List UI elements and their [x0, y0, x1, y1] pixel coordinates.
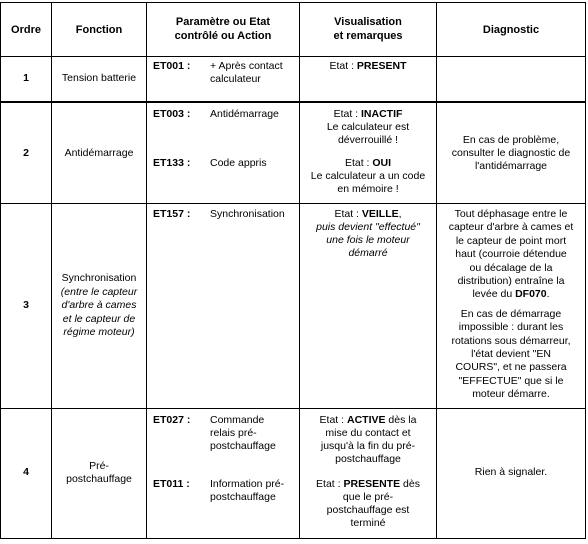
- row3-diag-p2-line7: moteur démarre.: [472, 388, 550, 401]
- row4-visu2-state: PRESENTE: [343, 478, 401, 490]
- row4-param1-code: ET027 :: [153, 414, 191, 426]
- header-visualisation-line1: Visualisation: [334, 16, 402, 28]
- row4-visu1-suffix: dès la: [385, 414, 417, 426]
- row4-fonction-line2: postchauffage: [66, 473, 132, 485]
- row4-visu1-line2: mise du contact et: [325, 427, 411, 439]
- row3-diagnostic: [437, 208, 585, 402]
- row3-fonction-detail3: et le capteur de: [62, 312, 136, 325]
- row3-visu-line2: puis devient "effectué": [316, 221, 420, 233]
- row2-visu2-line1: [300, 157, 436, 170]
- row3-visu-line3: une fois le moteur: [326, 234, 410, 246]
- row3-diag-p1-last-pre: levée du: [472, 288, 516, 301]
- header-parametre: [147, 15, 299, 43]
- row2-visu2-prefix: Etat :: [344, 157, 373, 169]
- row3-diag-p1-line4: haut (courroie détendue: [455, 248, 567, 261]
- row2-param1-label: Antidémarrage: [210, 108, 279, 120]
- row3-diag-p1-line1: Tout déphasage entre le: [454, 208, 568, 220]
- row4-visu2-suffix: dès: [400, 478, 420, 490]
- row2-visu1-state: INACTIF: [361, 108, 403, 120]
- row4-visu1-line3: jusqu'à la fin du pré-: [320, 440, 416, 452]
- row1-visu-state: PRESENT: [356, 60, 407, 72]
- row1-param-code: ET001 :: [153, 60, 191, 72]
- rule-bottom: [0, 538, 586, 539]
- row2-diagnostic-line2: consulter le diagnostic de: [451, 147, 571, 159]
- row4-visu2-prefix: Etat :: [316, 478, 344, 490]
- row2-visu1: [300, 108, 436, 147]
- row4-visu2-line4: terminé: [350, 517, 386, 529]
- row3-diag-p1-line7: [437, 288, 585, 301]
- row3-diag-p2-line2: impossible : durant les: [458, 321, 564, 334]
- row3-fonction-detail2: d'arbre à cames: [61, 299, 137, 311]
- rule-row2-bottom: [0, 203, 586, 204]
- row4-visu1-line1: [300, 414, 436, 427]
- row4-diagnostic: Rien à signaler.: [474, 466, 548, 478]
- row3-visu-line1: [300, 208, 436, 221]
- row4-param1-line1: Commande: [210, 414, 265, 426]
- row3-fonction-detail1: (entre le capteur: [60, 285, 138, 298]
- row3-visu-state: VEILLE: [361, 208, 399, 220]
- row3-param-code: ET157 :: [153, 208, 191, 220]
- row3-diag-p1-last-post: .: [546, 288, 550, 301]
- header-parametre-line2: contrôlé ou Action: [174, 30, 272, 42]
- rule-row3-bottom: [0, 408, 586, 409]
- row4-param1-line3: postchauffage: [210, 440, 276, 452]
- row4-param1-label: [210, 414, 298, 453]
- row2-visu1-line2: Le calculateur est: [326, 121, 410, 133]
- row1-param-label: [210, 60, 298, 86]
- row2-param2-label: Code appris: [210, 157, 267, 169]
- header-visualisation-line2: et remarques: [333, 30, 403, 42]
- header-fonction: Fonction: [75, 24, 123, 36]
- row3-ordre: 3: [23, 299, 29, 311]
- row4-param2-line1: Information pré-: [210, 478, 285, 490]
- row3-fonction: [52, 272, 146, 340]
- row4-ordre: 4: [23, 466, 29, 478]
- rule-col2: [146, 2, 147, 539]
- header-parametre-line1: Paramètre ou Etat: [175, 16, 271, 28]
- row2-diagnostic: [437, 134, 585, 173]
- row4-visu2: [300, 478, 436, 530]
- row4-param2-line2: postchauffage: [210, 491, 276, 503]
- row3-fonction-detail4: régime moteur): [63, 326, 135, 338]
- row1-fonction: Tension batterie: [61, 72, 137, 84]
- row3-fonction-title: Synchronisation: [61, 272, 137, 284]
- row4-param2-label: [210, 478, 298, 504]
- row2-visu2: [300, 157, 436, 196]
- row4-param2-code: ET011 :: [153, 478, 190, 490]
- row4-visu2-line1: [300, 478, 436, 491]
- row1-ordre: 1: [23, 72, 29, 84]
- row3-visu-line4: démarré: [348, 247, 388, 259]
- row4-param1-line2: relais pré-: [210, 427, 257, 439]
- header-ordre: Ordre: [11, 24, 41, 36]
- rule-header-bottom: [0, 56, 586, 57]
- row4-visu1-line4: postchauffage: [335, 453, 401, 465]
- row4-fonction: [52, 460, 146, 486]
- row2-visu2-line3: en mémoire !: [337, 183, 399, 195]
- row1-visu: [300, 60, 436, 73]
- row4-visu2-line3: postchauffage est: [326, 504, 410, 516]
- rule-row1-bottom: [0, 101, 586, 103]
- row3-visu: [300, 208, 436, 260]
- row3-diag-p1-line2: capteur d'arbre à cames et: [448, 221, 574, 234]
- row3-diag-p2-line6: "EFFECTUE" que si le: [458, 374, 564, 387]
- row2-param1-code: ET003 :: [153, 108, 191, 120]
- row3-diag-p2-line5: COURS", et ne passera: [455, 361, 567, 374]
- row2-fonction: Antidémarrage: [64, 147, 134, 159]
- row1-visu-prefix: Etat :: [329, 60, 357, 72]
- header-diagnostic: Diagnostic: [482, 24, 540, 36]
- row3-diag-p1-line5: ou décalage de la: [469, 261, 553, 274]
- row3-visu-comma: ,: [398, 208, 402, 220]
- row4-fonction-line1: Pré-: [89, 460, 109, 472]
- row3-diag-p2-line3: rotations sous démarreur,: [451, 334, 571, 347]
- row3-param-label: Synchronisation: [210, 208, 285, 220]
- row3-diag-p2-line1: En cas de démarrage: [460, 307, 562, 320]
- row3-visu-prefix: Etat :: [334, 208, 362, 220]
- row3-diag-fault-code: DF070: [515, 288, 547, 301]
- row2-visu1-line1: [300, 108, 436, 121]
- rule-top: [0, 2, 586, 3]
- row4-visu2-line2: que le pré-: [342, 491, 394, 503]
- row1-param-label-line1: + Après contact: [210, 60, 283, 72]
- row4-visu1-prefix: Etat :: [319, 414, 347, 426]
- row2-visu1-prefix: Etat :: [333, 108, 361, 120]
- header-visualisation: [300, 15, 436, 43]
- row4-visu1: [300, 414, 436, 466]
- row2-diagnostic-line1: En cas de problème,: [462, 134, 560, 146]
- row2-visu1-line3: déverrouillé !: [337, 134, 399, 146]
- rule-right: [585, 2, 586, 539]
- row2-visu2-line2: Le calculateur a un code: [310, 170, 426, 182]
- row1-param-label-line2: calculateur: [210, 73, 261, 85]
- row3-diag-p1-line3: le capteur de point mort: [455, 234, 567, 247]
- row4-visu1-state: ACTIVE: [346, 414, 386, 426]
- row2-visu2-state: OUI: [372, 157, 392, 169]
- row2-param2-code: ET133 :: [153, 157, 191, 169]
- row2-diagnostic-line3: l'antidémarrage: [474, 160, 548, 172]
- row2-ordre: 2: [23, 147, 29, 159]
- row3-diag-p2-line4: l'état devient "EN: [471, 348, 551, 361]
- row3-diag-p1-line6: distribution) entraîne la: [457, 275, 565, 288]
